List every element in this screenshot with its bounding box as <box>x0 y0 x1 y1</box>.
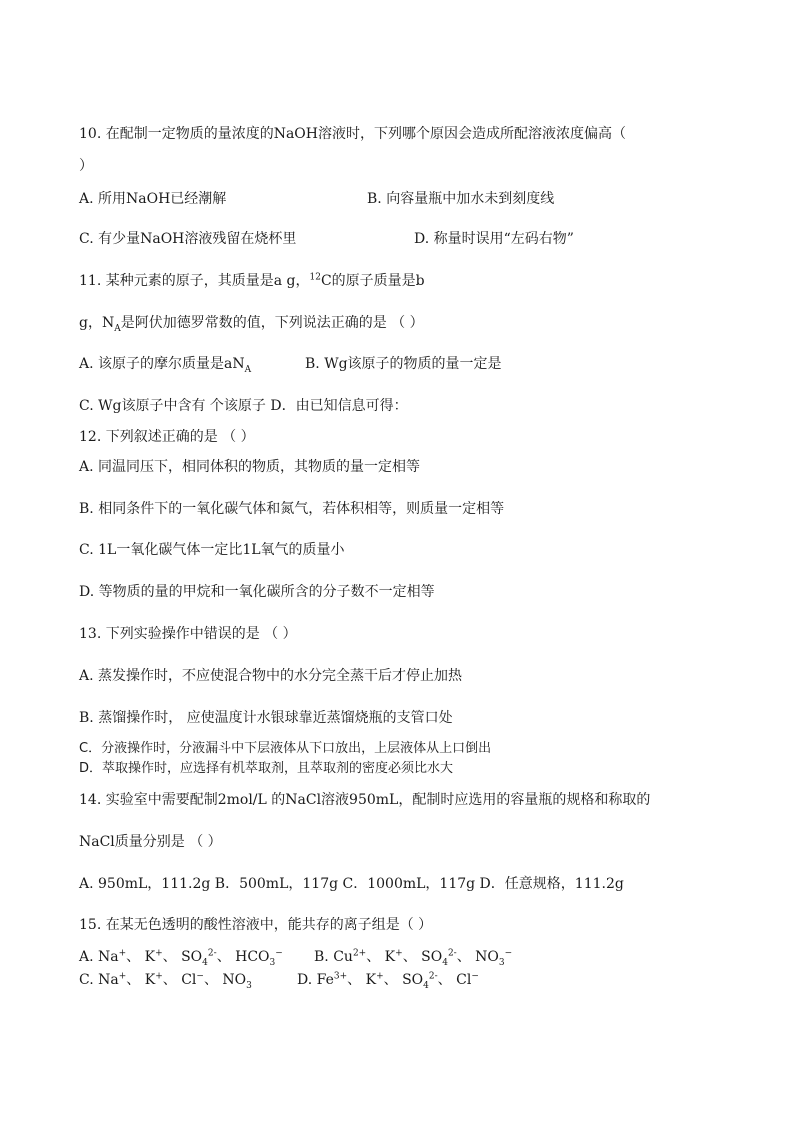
q15-b-label: B. <box>314 949 334 965</box>
q15-c-ion: 、 Cl <box>162 972 197 988</box>
q11-option-a-text: A. 该原子的摩尔质量是aN <box>79 356 245 372</box>
q15-a-label: A. <box>79 949 99 965</box>
q10-option-row-2 <box>79 230 574 248</box>
q10-stem: 10. 在配制一定物质的量浓度的NaOH溶液时，下列哪个原因会造成所配溶液浓度偏高（ <box>79 126 626 142</box>
q12-option-b: B. 相同条件下的一氧化碳气体和氮气，若体积相等，则质量一定相等 <box>79 501 505 517</box>
q15-a-charge: − <box>275 948 283 959</box>
q15-option-row-2 <box>79 971 479 991</box>
q15-a-ion: 、 HCO <box>216 949 270 965</box>
q11-option-row-1 <box>79 355 502 375</box>
q15-d-charge: − <box>471 971 479 982</box>
q15-a-charge: 2- <box>207 948 217 959</box>
q15-option-a <box>79 948 283 968</box>
q10-option-d: D. 称量时误用“左码右物” <box>414 231 574 247</box>
q15-b-ion: 、 NO <box>456 949 499 965</box>
q15-d-charge: 2- <box>428 971 438 982</box>
q15-c-ion: Na <box>98 972 119 988</box>
q13-option-c: C．分液操作时，分液漏斗中下层液体从下口放出，上层液体从上口倒出 <box>79 741 492 756</box>
q15-b-subscript: 4 <box>442 957 448 968</box>
q10-stem-cont: ） <box>79 158 93 174</box>
q11-stem-line2 <box>79 314 424 332</box>
q15-a-subscript: 4 <box>202 957 208 968</box>
q15-b-charge: 2+ <box>352 948 367 959</box>
q12-stem: 12. 下列叙述正确的是 （ ） <box>79 429 255 445</box>
q15-a-subscript: 3 <box>269 957 276 968</box>
q15-d-charge: 3+ <box>333 971 348 982</box>
q15-option-d <box>297 971 479 989</box>
q15-d-ion: 、 K <box>347 972 377 988</box>
q15-a-ion: 、 K <box>126 949 156 965</box>
q11-stem <box>79 272 425 290</box>
q15-b-charge: − <box>504 948 513 959</box>
q15-c-charge: + <box>155 971 163 982</box>
q15-c-charge: − <box>196 971 204 982</box>
q10-option-b: B. 向容量瓶中加水未到刻度线 <box>367 191 555 207</box>
q15-a-charge: + <box>155 948 163 959</box>
q15-d-ion: Fe <box>316 972 334 988</box>
q15-c-label: C. <box>79 972 99 988</box>
q10-option-c: C. 有少量NaOH溶液残留在烧杯里 <box>79 231 297 247</box>
q11-stem-text: 11. 某种元素的原子，其质量是a g， <box>79 273 310 289</box>
q15-d-charge: + <box>376 971 384 982</box>
q15-a-ion: 、 SO <box>162 949 203 965</box>
q15-d-label: D. <box>297 972 317 988</box>
q11-option-a-sub: A <box>244 364 252 375</box>
q10-option-row-1 <box>79 190 555 208</box>
q11-option-b: B. Wg该原子的物质的量一定是 <box>305 356 502 372</box>
q15-option-b <box>314 948 512 966</box>
q13-stem: 13. 下列实验操作中错误的是 （ ） <box>79 626 297 642</box>
q15-option-c <box>79 971 252 991</box>
q15-stem: 15. 在某无色透明的酸性溶液中，能共存的离子组是（ ） <box>79 917 433 933</box>
q12-option-a: A. 同温同压下，相同体积的物质，其物质的量一定相等 <box>79 459 421 475</box>
q11-line2-text: g，N <box>79 315 115 331</box>
q15-c-charge: + <box>118 971 127 982</box>
q11-option-cd: C. Wg该原子中含有 个该原子 D．由已知信息可得： <box>79 398 408 414</box>
q15-option-row-1 <box>79 948 513 968</box>
q15-d-subscript: 4 <box>423 980 429 991</box>
q12-option-c: C. 1L一氧化碳气体一定比1L氧气的质量小 <box>79 542 345 558</box>
q14-stem-cont: NaCl质量分别是 （ ） <box>79 834 222 850</box>
q15-d-ion: 、 SO <box>383 972 424 988</box>
q13-option-b: B. 蒸馏操作时， 应使温度计水银球靠近蒸馏烧瓶的支管口处 <box>79 710 453 726</box>
q15-b-ion: Cu <box>333 949 353 965</box>
q14-stem: 14. 实验室中需要配制2mol/L 的NaCl溶液950mL，配制时应选用的容量瓶的规格和称取的 <box>79 792 651 808</box>
q15-b-subscript: 3 <box>498 957 505 968</box>
q15-b-charge: + <box>395 948 403 959</box>
q11-line2-text-2: 是阿伏加德罗常数的值，下列说法正确的是 （ ） <box>120 315 424 331</box>
q11-stem-text-2: C的原子质量是b <box>320 273 425 289</box>
q12-option-d: D. 等物质的量的甲烷和一氧化碳所含的分子数不一定相等 <box>79 584 435 600</box>
q15-d-ion: 、 Cl <box>437 972 472 988</box>
q15-c-ion: 、 NO <box>203 972 247 988</box>
q15-c-subscript: 3 <box>246 980 252 991</box>
q10-option-a: A. 所用NaOH已经潮解 <box>79 191 227 207</box>
q11-option-a <box>79 356 252 375</box>
q15-b-charge: 2- <box>447 948 457 959</box>
q15-b-ion: 、 K <box>366 949 396 965</box>
q11-isotope-mass: 12 <box>309 272 321 283</box>
q11-avogadro-sub: A <box>114 323 121 334</box>
q13-option-a: A. 蒸发操作时，不应使混合物中的水分完全蒸干后才停止加热 <box>79 668 463 684</box>
q13-option-d: D．萃取操作时，应选择有机萃取剂，且萃取剂的密度必须比水大 <box>79 761 454 776</box>
q14-options: A. 950mL，111.2g B．500mL，117g C．1000mL，117g D．任意规格，111.2g <box>79 876 624 892</box>
q15-a-charge: + <box>118 948 127 959</box>
q15-b-ion: 、 SO <box>402 949 443 965</box>
q15-a-ion: Na <box>98 949 119 965</box>
q15-c-ion: 、 K <box>126 972 156 988</box>
